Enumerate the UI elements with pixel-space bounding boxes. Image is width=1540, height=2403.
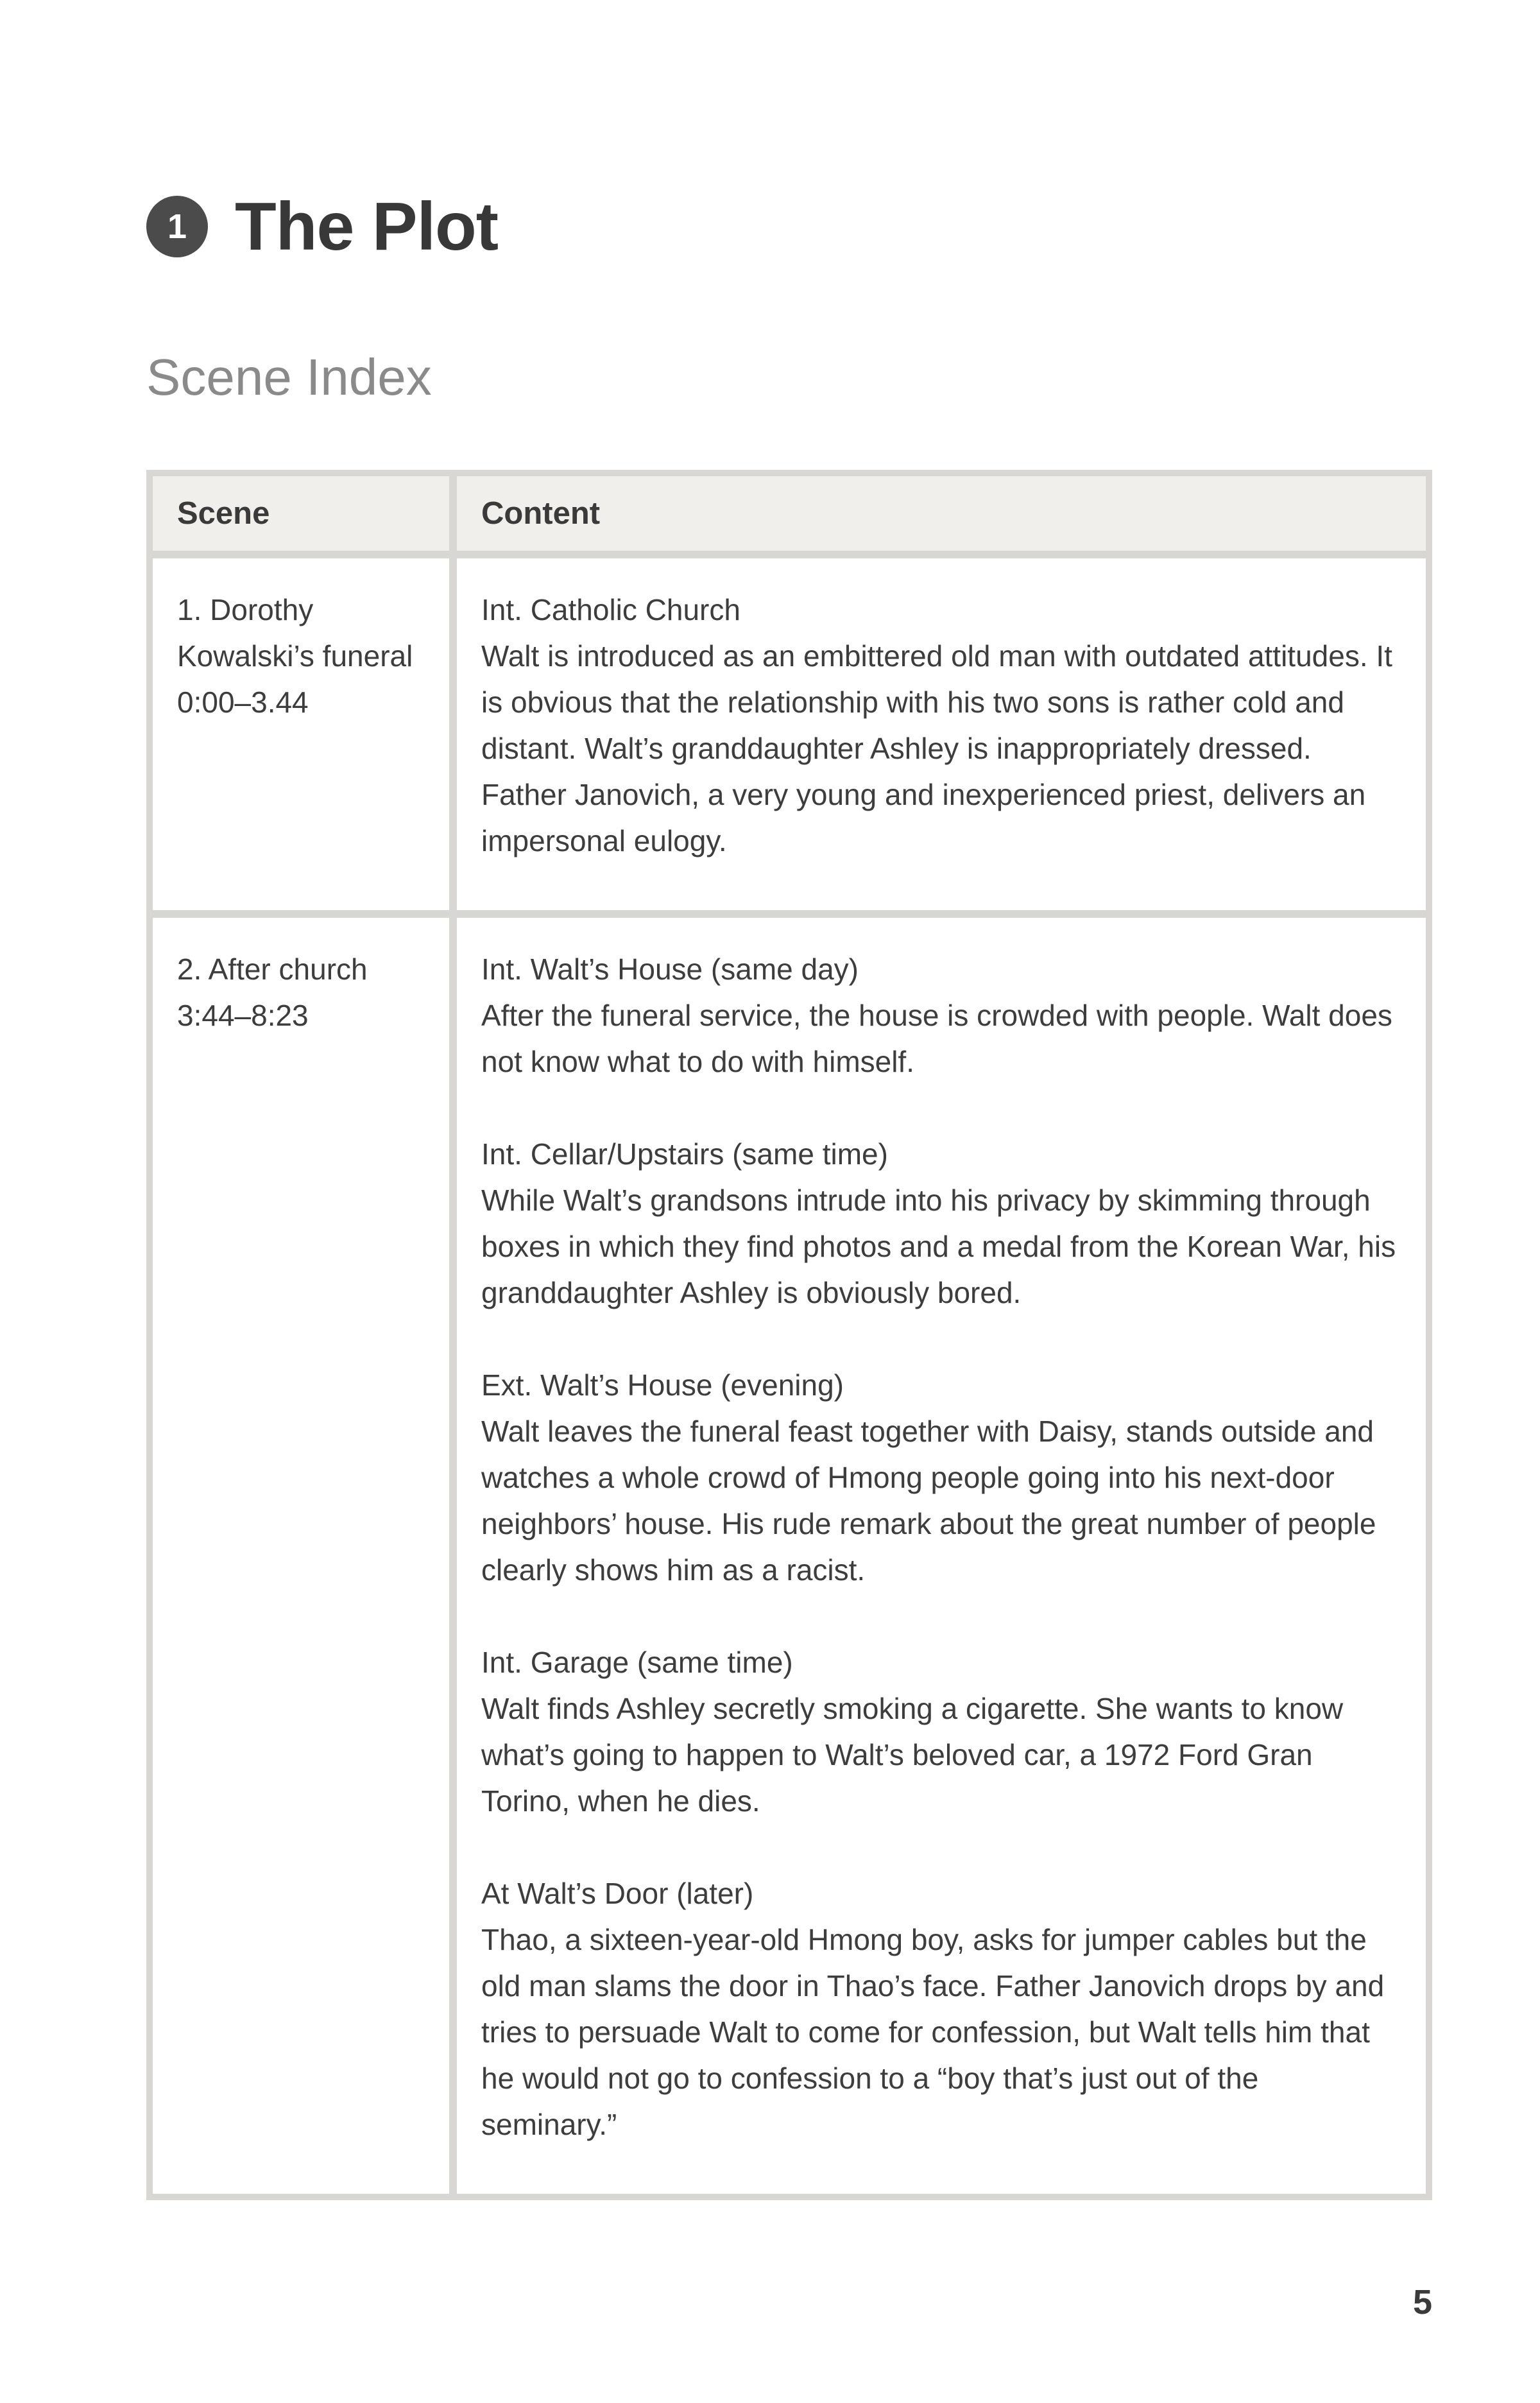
table-row-2-scene-cell [153,918,449,2194]
table-header-scene: Scene [153,476,449,551]
page-number: 5 [1412,2283,1432,2321]
chapter-heading [146,189,1432,264]
scene-title: 1. Dorothy Kowalski’s funeral [177,593,413,673]
scene-location: Int. Cellar/Upstairs (same time) [481,1137,888,1171]
scene-description-block [481,1639,1397,1824]
table-row-1-content-cell [457,558,1426,910]
scene-description-block [481,1870,1397,2148]
scene-timecode: 0:00–3.44 [177,685,309,719]
chapter-number-badge: 1 [146,196,208,257]
scene-location: At Walt’s Door (later) [481,1877,754,1911]
scene-location: Int. Garage (same time) [481,1646,793,1680]
scene-location: Int. Walt’s House (same day) [481,952,859,986]
scene-location: Int. Catholic Church [481,593,740,627]
table-row-2-content-cell [457,918,1426,2194]
scene-description-block [481,1362,1397,1593]
scene-description: Walt leaves the funeral feast together with Daisy, stands outside and watches a whole crowd of Hmong people going into his next-door neighbors’ house. His rude remark about the great number of people clearly shows him as a racist. [481,1415,1376,1587]
scene-description: After the funeral service, the house is crowded with people. Walt does not know what to do with himself. [481,999,1392,1079]
scene-description: While Walt’s grandsons intrude into his privacy by skimming through boxes in which they find photos and a medal from the Korean War, his granddaughter Ashley is obviously bored. [481,1184,1396,1310]
scene-description: Thao, a sixteen-year-old Hmong boy, asks for jumper cables but the old man slams the door in Thao’s face. Father Janovich drops by and tries to persuade Walt to come for confession, but Walt tells him that he would not go to confession to a “boy that’s just out of the seminary.” [481,1923,1385,2142]
scene-description-block [481,1131,1397,1316]
scene-location: Ext. Walt’s House (evening) [481,1368,844,1402]
scene-timecode: 3:44–8:23 [177,999,309,1033]
table-row-1-scene-cell [153,558,449,910]
page-title: The Plot [235,189,499,264]
scene-description: Walt is introduced as an embittered old man with outdated attitudes. It is obvious that the relationship with his two sons is rather cold and distant. Walt’s granddaughter Ashley is inappropriately dressed. Father Janovich, a very young and inexperienced priest, delivers an impersonal eulogy. [481,639,1392,858]
scene-description-block [481,587,1397,864]
scene-title: 2. After church [177,952,368,986]
scene-index-table [146,470,1432,2200]
scene-description-block [481,946,1397,1085]
table-header-content: Content [457,476,1426,551]
scene-description: Walt finds Ashley secretly smoking a cigarette. She wants to know what’s going to happen to Walt’s beloved car, a 1972 Ford Gran Torino, when he dies. [481,1692,1344,1818]
section-subtitle: Scene Index [146,349,432,406]
